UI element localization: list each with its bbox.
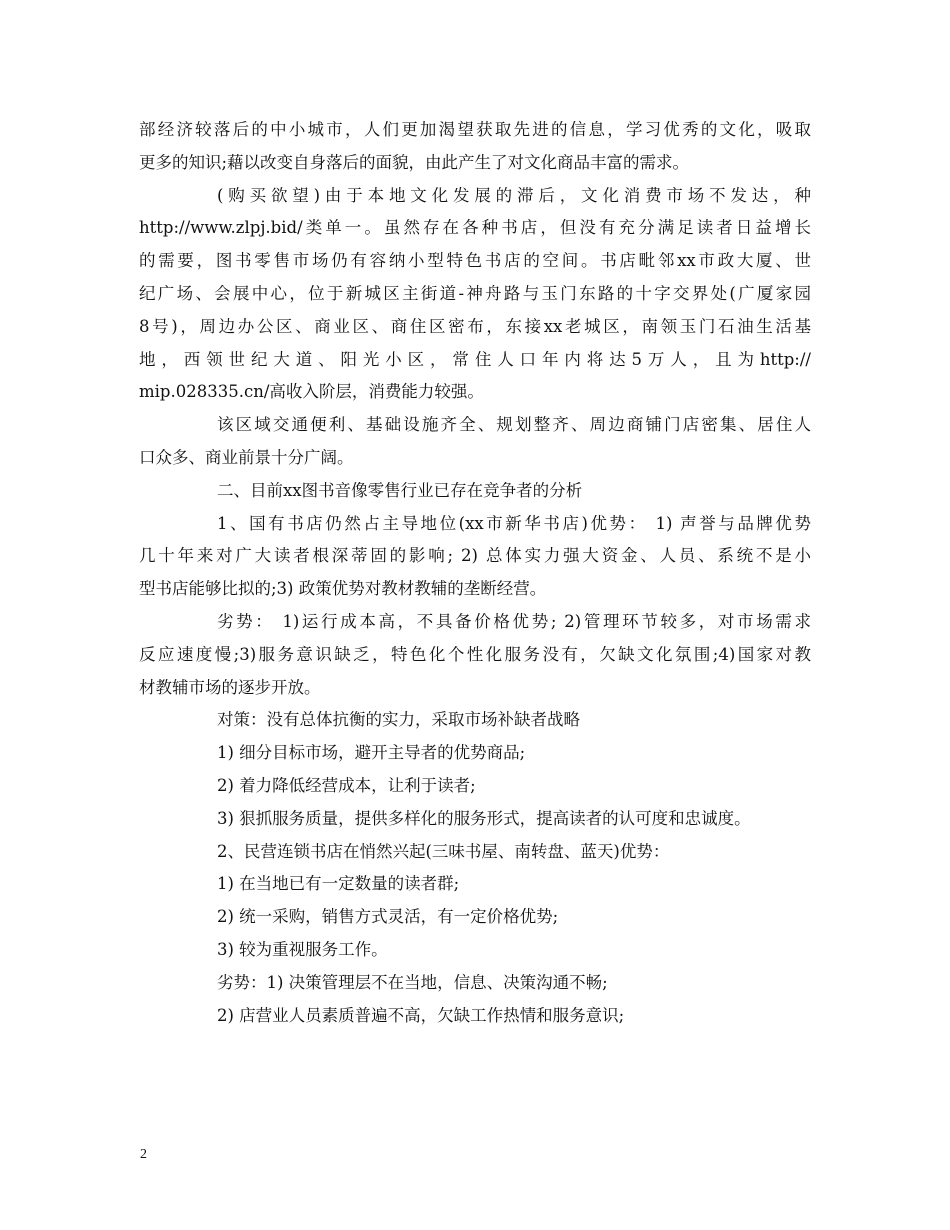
- list-item: 2) 着力降低经营成本，让利于读者;: [217, 775, 476, 795]
- text-line: 劣势： 1)运行成本高，不具备价格优势; 2)管理环节较多，对市场需求: [217, 611, 811, 631]
- text-line: (购买欲望)由于本地文化发展的滞后，文化消费市场不发达，种: [217, 185, 811, 205]
- text-line: 更多的知识;藉以改变自身落后的面貌，由此产生了对文化商品丰富的需求。: [139, 152, 690, 172]
- text-line: 反应速度慢;3)服务意识缺乏，特色化个性化服务没有，欠缺文化氛围;4)国家对教: [139, 644, 811, 664]
- list-item: 3) 较为重视服务工作。: [217, 939, 388, 959]
- text-line: 该区域交通便利、基础设施齐全、规划整齐、周边商铺门店密集、居住人: [217, 415, 811, 435]
- list-item: 2) 统一采购，销售方式灵活，有一定价格优势;: [217, 907, 559, 927]
- text-line: 纪广场、会展中心，位于新城区主街道-神舟路与玉门东路的十字交界处(广厦家园: [139, 283, 811, 303]
- text-line: mip.028335.cn/高收入阶层，消费能力较强。: [139, 382, 484, 402]
- text-line: 的需要，图书零售市场仍有容纳小型特色书店的空间。书店毗邻xx市政大厦、世: [139, 251, 811, 271]
- section-heading: 二、目前xx图书音像零售行业已存在竞争者的分析: [217, 480, 583, 500]
- text-line: 地，西领世纪大道、阳光小区，常住人口年内将达5万人，且为http://: [139, 349, 811, 369]
- text-line: 1、国有书店仍然占主导地位(xx市新华书店)优势： 1) 声誉与品牌优势: [217, 513, 811, 533]
- text-line: 型书店能够比拟的;3) 政策优势对教材教辅的垄断经营。: [139, 579, 547, 599]
- text-line: 2、民营连锁书店在悄然兴起(三味书屋、南转盘、蓝天)优势：: [217, 841, 670, 861]
- page-number: 2: [140, 1147, 147, 1162]
- list-item: 2) 店营业人员素质普遍不高，欠缺工作热情和服务意识;: [217, 1005, 625, 1025]
- text-line: 材教辅市场的逐步开放。: [139, 677, 321, 697]
- text-line: 口众多、商业前景十分广阔。: [139, 447, 354, 467]
- text-line: 8号)，周边办公区、商业区、商住区密布，东接xx老城区，南领玉门石油生活基: [139, 316, 811, 336]
- text-line: http://www.zlpj.bid/类单一。虽然存在各种书店，但没有充分满足读者日益增长: [139, 218, 811, 238]
- text-line: 劣势：1) 决策管理层不在当地，信息、决策沟通不畅;: [217, 972, 608, 992]
- list-item: 1) 细分目标市场，避开主导者的优势商品;: [217, 743, 526, 763]
- text-line: 对策：没有总体抗衡的实力，采取市场补缺者战略: [217, 710, 580, 730]
- list-item: 1) 在当地已有一定数量的读者群;: [217, 874, 460, 894]
- list-item: 3) 狠抓服务质量，提供多样化的服务形式，提高读者的认可度和忠诚度。: [217, 808, 751, 828]
- text-line: 部经济较落后的中小城市，人们更加渴望获取先进的信息，学习优秀的文化，吸取: [139, 120, 811, 139]
- body-text: [139, 114, 811, 1032]
- text-line: 几十年来对广大读者根深蒂固的影响; 2) 总体实力强大资金、人员、系统不是小: [139, 546, 811, 566]
